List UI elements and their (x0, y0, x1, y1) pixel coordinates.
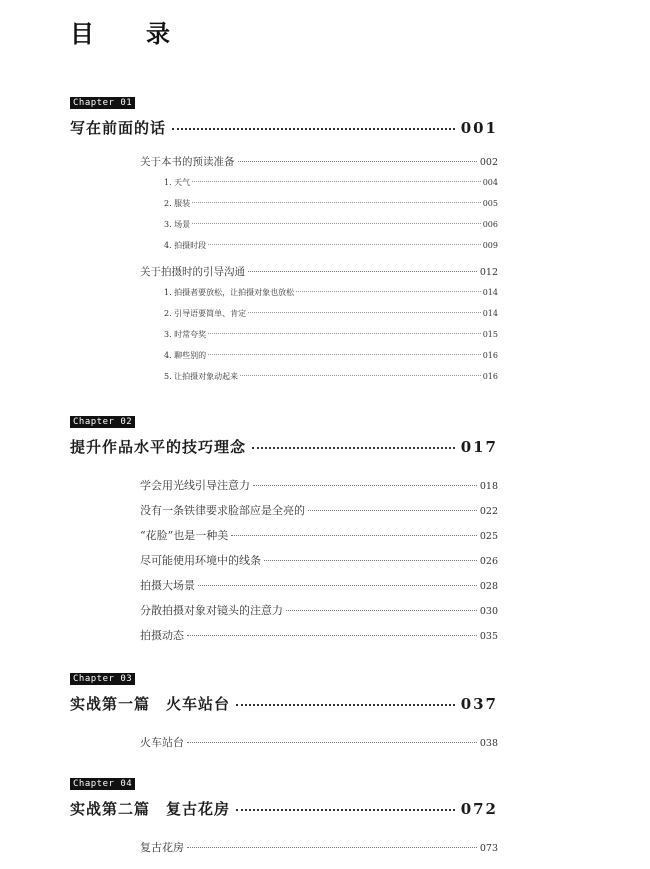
dot-leader (172, 128, 455, 130)
dot-leader (208, 244, 481, 245)
toc-entry[interactable] (140, 262, 498, 282)
dot-leader (192, 181, 481, 182)
toc-entry[interactable] (140, 473, 498, 498)
dot-leader (238, 161, 477, 162)
chapter-title: 实战第一篇 火车站台 (70, 695, 231, 713)
entry-title: 3. 场景 (164, 220, 191, 229)
toc-subentry[interactable] (164, 282, 498, 303)
entry-title: 拍摄大场景 (140, 579, 195, 592)
dot-leader (264, 560, 477, 561)
toc-subentry[interactable] (164, 193, 498, 214)
toc-entry[interactable] (140, 498, 498, 523)
chapter-04 (70, 771, 498, 860)
chapter-title: 提升作品水平的技巧理念 (70, 438, 247, 456)
entry-title: 学会用光线引导注意力 (140, 479, 250, 492)
toc-subentry[interactable] (164, 172, 498, 193)
chapter-tag: Chapter 03 (70, 673, 135, 685)
entry-title: 火车站台 (140, 736, 184, 749)
dot-leader (240, 375, 481, 376)
dot-leader (192, 202, 481, 203)
chapter-02 (70, 409, 498, 648)
page-number: 009 (482, 241, 498, 250)
dot-leader (252, 447, 455, 449)
chapter-01 (70, 90, 498, 387)
dot-leader (248, 271, 477, 272)
chapter-tag: Chapter 02 (70, 416, 135, 428)
page-number: 072 (460, 800, 498, 818)
page-number: 022 (479, 506, 498, 517)
dot-leader (187, 742, 477, 743)
page-number: 004 (482, 178, 498, 187)
toc-subentry[interactable] (164, 214, 498, 235)
page-number: 025 (479, 531, 498, 542)
entry-title: 2. 服装 (164, 199, 191, 208)
chapter-heading[interactable] (70, 693, 498, 714)
dot-leader (192, 223, 481, 224)
dot-leader (208, 333, 481, 334)
chapter-heading[interactable] (70, 436, 498, 457)
dot-leader (208, 354, 481, 355)
chapter-tag: Chapter 04 (70, 778, 135, 790)
entry-title: 4. 聊些别的 (164, 351, 207, 360)
chapter-heading[interactable] (70, 798, 498, 819)
dot-leader (253, 485, 477, 486)
page-number: 014 (482, 309, 498, 318)
chapter-03 (70, 666, 498, 755)
entry-title: 1. 拍摄者要放松，让拍摄对象也放松 (164, 288, 295, 297)
entry-title: 分散拍摄对象对镜头的注意力 (140, 604, 283, 617)
page-title: 目 录 (70, 20, 184, 48)
entry-title: 4. 拍摄时段 (164, 241, 207, 250)
page-number: 002 (479, 157, 498, 168)
chapter-heading[interactable] (70, 117, 498, 138)
toc-entry[interactable] (140, 623, 498, 648)
page-number: 012 (479, 267, 498, 278)
entry-title: 3. 时常夸奖 (164, 330, 207, 339)
page-number: 073 (479, 843, 498, 854)
entry-title: 拍摄动态 (140, 629, 184, 642)
entry-title: 没有一条铁律要求脸部应是全亮的 (140, 504, 305, 517)
dot-leader (308, 510, 477, 511)
entry-title: 5. 让拍摄对象动起来 (164, 372, 239, 381)
toc-entry[interactable] (140, 730, 498, 755)
toc-entry[interactable] (140, 523, 498, 548)
entry-title: 尽可能使用环境中的线条 (140, 554, 261, 567)
toc-entry[interactable] (140, 152, 498, 172)
chapter-title: 写在前面的话 (70, 119, 167, 137)
dot-leader (231, 535, 477, 536)
page-number: 006 (482, 220, 498, 229)
page-number: 030 (479, 606, 498, 617)
toc-subentry[interactable] (164, 235, 498, 256)
toc-entry[interactable] (140, 573, 498, 598)
dot-leader (236, 809, 455, 811)
dot-leader (198, 585, 477, 586)
entry-title: 关于拍摄时的引导沟通 (140, 266, 245, 278)
dot-leader (187, 635, 477, 636)
toc-entry[interactable] (140, 598, 498, 623)
page-number: 026 (479, 556, 498, 567)
toc-subentry[interactable] (164, 324, 498, 345)
page-number: 016 (482, 372, 498, 381)
entry-title: 关于本书的预读准备 (140, 156, 235, 168)
dot-leader (248, 312, 481, 313)
page-number: 015 (482, 330, 498, 339)
toc-entry[interactable] (140, 835, 498, 860)
page-number: 017 (460, 438, 498, 456)
page-number: 005 (482, 199, 498, 208)
entry-title: 2. 引导语要简单、肯定 (164, 309, 247, 318)
dot-leader (296, 291, 481, 292)
entry-title: 复古花房 (140, 841, 184, 854)
page-number: 028 (479, 581, 498, 592)
page-number: 018 (479, 481, 498, 492)
page-number: 035 (479, 631, 498, 642)
dot-leader (286, 610, 477, 611)
chapter-tag: Chapter 01 (70, 97, 135, 109)
page-number: 038 (479, 738, 498, 749)
page-number: 014 (482, 288, 498, 297)
toc-subentry[interactable] (164, 303, 498, 324)
entry-title: 1. 天气 (164, 178, 191, 187)
dot-leader (187, 847, 477, 848)
entry-title: “花脸”也是一种美 (140, 529, 229, 542)
chapter-title: 实战第二篇 复古花房 (70, 800, 231, 818)
toc-entry[interactable] (140, 548, 498, 573)
toc-subentry[interactable] (164, 345, 498, 366)
page-number: 016 (482, 351, 498, 360)
dot-leader (236, 704, 455, 706)
page-number: 037 (460, 695, 498, 713)
page-number: 001 (460, 119, 498, 137)
toc-subentry[interactable] (164, 366, 498, 387)
